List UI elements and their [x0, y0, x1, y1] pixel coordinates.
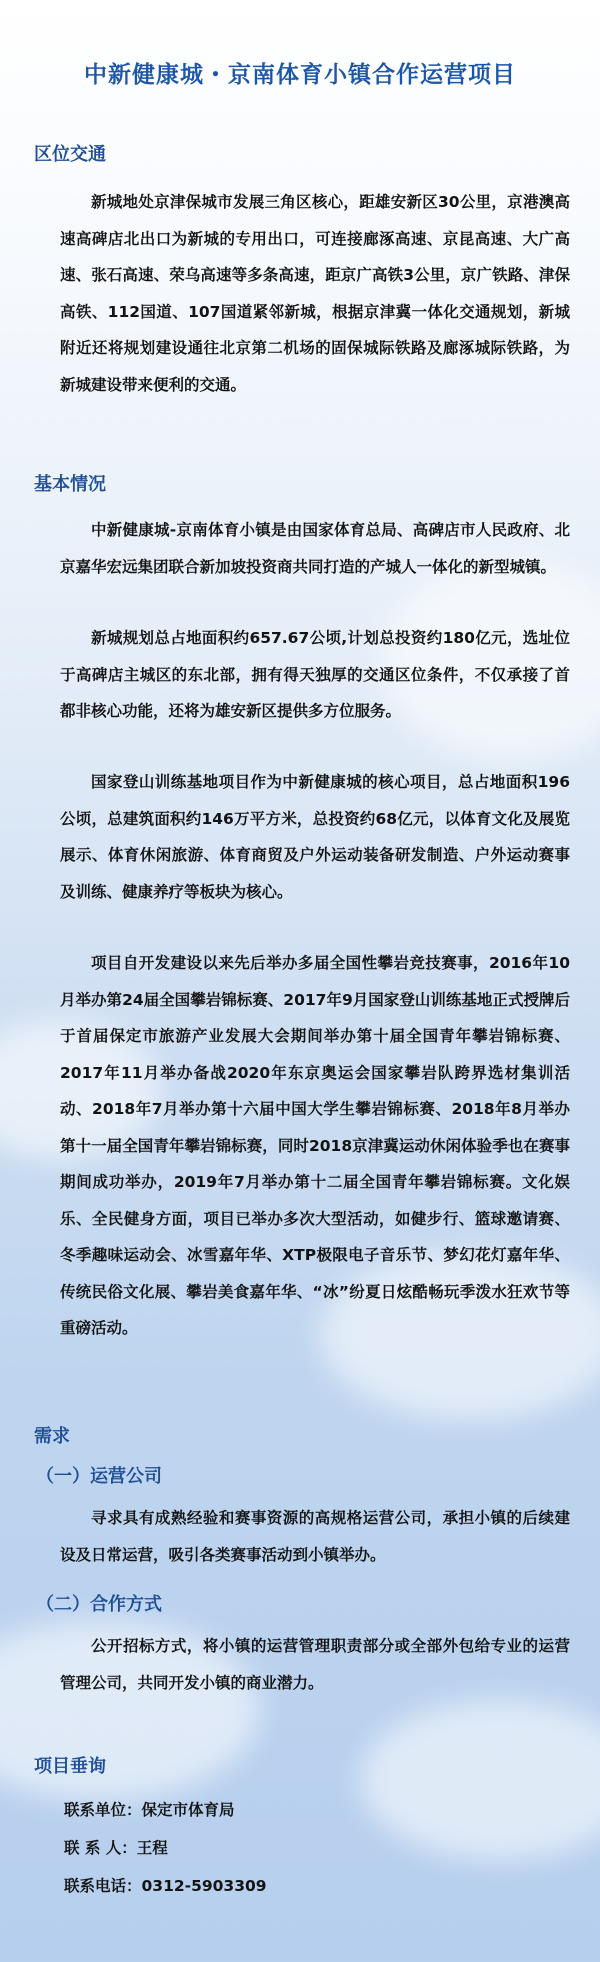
contact-person: 联 系 人：王程: [64, 1839, 168, 1857]
basic-paragraph-4: 项目自开发建设以来先后举办多届全国性攀岩竞技赛事，2016年10月举办第24届全国攀岩锦标赛、2017年9月国家登山训练基地正式授牌后于首届保定市旅游产业发展大会期间举办第十届全国青年攀岩锦标赛、2017年11月举办备战2020年东京奥运会国家攀岩队跨界选材集训活动、2018年7月举办第十六届中国大学生攀岩锦标赛、2018年8月举办第十一届全国青年攀岩锦标赛，同时2018京津冀运动休闲体验季也在赛事期间成功举办，2019年7月举办第十二届全国青年攀岩锦标赛。文化娱乐、全民健身方面，项目已举办多次大型活动，如健步行、篮球邀请赛、冬季趣味运动会、冰雪嘉年华、XTP极限电子音乐节、梦幻花灯嘉年华、传统民俗文化展、攀岩美食嘉年华、“冰”纷夏日炫酷畅玩季泼水狂欢节等重磅活动。: [60, 954, 570, 1337]
section-heading-basic: 基本情况: [34, 474, 106, 495]
page-title: 中新健康城・京南体育小镇合作运营项目: [84, 62, 516, 88]
section-heading-location: 区位交通: [34, 144, 106, 165]
contact-phone: 联系电话：0312-5903309: [64, 1877, 267, 1895]
section-heading-inquiry: 项目垂询: [34, 1756, 106, 1777]
section-heading-demand: 需求: [34, 1426, 70, 1447]
basic-paragraph-3: 国家登山训练基地项目作为中新健康城的核心项目，总占地面积196公顷，总建筑面积约146万平方米，总投资约68亿元，以体育文化及展览展示、体育休闲旅游、体育商贸及户外运动装备研发制造、户外运动赛事及训练、健康养疗等板块为核心。: [60, 773, 570, 901]
demand-subheading-1: （一）运营公司: [36, 1466, 162, 1487]
contact-unit: 联系单位：保定市体育局: [64, 1801, 235, 1819]
demand-subheading-2: （二）合作方式: [36, 1594, 162, 1615]
basic-paragraph-2: 新城规划总占地面积约657.67公顷,计划总投资约180亿元，选址位于高碑店主城区的东北部，拥有得天独厚的交通区位条件，不仅承接了首都非核心功能，还将为雄安新区提供多方位服务。: [60, 629, 570, 720]
basic-paragraph-1: 中新健康城-京南体育小镇是由国家体育总局、高碑店市人民政府、北京嘉华宏远集团联合新加坡投资商共同打造的产城人一体化的新型城镇。: [60, 521, 570, 576]
cloud-decoration: [360, 1700, 600, 1860]
location-paragraph: 新城地处京津保城市发展三角区核心，距雄安新区30公里，京港澳高速高碑店北出口为新城的专用出口，可连接廊涿高速、京昆高速、大广高速、张石高速、荣乌高速等多条高速，距京广高铁3公里，京广铁路、津保高铁、112国道、107国道紧邻新城，根据京津冀一体化交通规划，新城附近还将规划建设通往北京第二机场的固保城际铁路及廊涿城际铁路，为新城建设带来便利的交通。: [60, 193, 570, 394]
demand-paragraph-2: 公开招标方式，将小镇的运营管理职责部分或全部外包给专业的运营管理公司，共同开发小镇的商业潜力。: [60, 1637, 570, 1692]
demand-paragraph-1: 寻求具有成熟经验和赛事资源的高规格运营公司，承担小镇的后续建设及日常运营，吸引各类赛事活动到小镇举办。: [60, 1509, 570, 1564]
